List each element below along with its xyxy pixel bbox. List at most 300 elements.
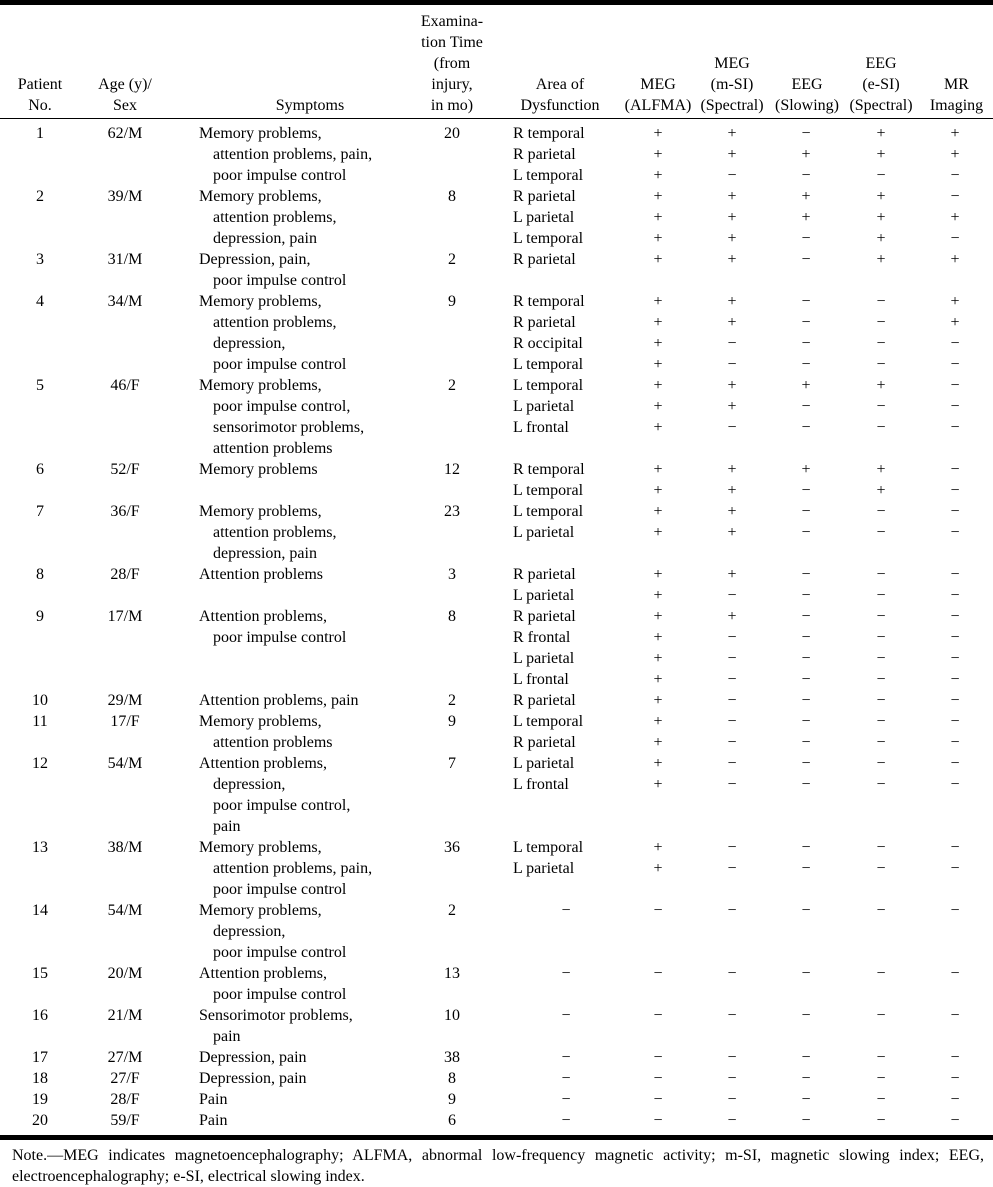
eeg-slowing-value: − (801, 503, 811, 520)
patient-number: 7 (36, 503, 44, 520)
meg-alfma-value: + (653, 230, 663, 247)
eeg-slowing-value: + (801, 377, 811, 394)
examination-time: 2 (448, 251, 456, 268)
area-of-dysfunction: L frontal (513, 776, 569, 793)
meg-alfma-value: + (653, 356, 663, 373)
eeg-slowing-value: − (801, 755, 811, 772)
header-patient-no: Patient No. (17, 76, 63, 114)
eeg-esi-value: + (876, 377, 886, 394)
eeg-esi-value: − (876, 1007, 886, 1024)
symptom-line: Memory problems, (199, 503, 322, 520)
area-of-dysfunction: R temporal (513, 461, 585, 478)
patient-number: 11 (32, 713, 48, 730)
area-of-dysfunction: R parietal (513, 566, 576, 583)
meg-alfma-value: + (653, 293, 663, 310)
area-of-dysfunction: L parietal (513, 650, 575, 667)
age-sex: 54/M (107, 902, 143, 919)
mr-imaging-value: − (950, 188, 960, 205)
header-area: Area of Dysfunction (520, 76, 600, 114)
meg-msi-value: + (727, 293, 737, 310)
eeg-esi-value: + (876, 461, 886, 478)
age-sex: 28/F (110, 566, 140, 583)
mr-imaging-value: − (950, 1070, 960, 1087)
meg-alfma-value: + (653, 566, 663, 583)
eeg-slowing-value: − (801, 965, 811, 982)
symptom-line: Attention problems, (199, 965, 327, 982)
meg-msi-value: − (727, 1070, 737, 1087)
age-sex: 31/M (107, 251, 143, 268)
meg-alfma-value: + (653, 608, 663, 625)
age-sex: 34/M (107, 293, 143, 310)
eeg-esi-value: − (876, 902, 886, 919)
eeg-esi-value: − (876, 650, 886, 667)
symptom-line: poor impulse control (213, 986, 347, 1003)
mr-imaging-value: − (950, 230, 960, 247)
eeg-esi-value: − (876, 692, 886, 709)
mr-imaging-value: − (950, 692, 960, 709)
examination-time: 12 (444, 461, 460, 478)
eeg-esi-value: + (876, 482, 886, 499)
eeg-slowing-value: − (801, 293, 811, 310)
area-of-dysfunction: − (561, 1007, 571, 1024)
table-top-rule (0, 0, 993, 5)
examination-time: 13 (444, 965, 460, 982)
meg-alfma-value: − (653, 1049, 663, 1066)
eeg-slowing-value: − (801, 566, 811, 583)
age-sex: 17/F (110, 713, 140, 730)
symptom-line: Memory problems, (199, 125, 322, 142)
meg-msi-value: + (727, 503, 737, 520)
mr-imaging-value: − (950, 587, 960, 604)
eeg-slowing-value: − (801, 356, 811, 373)
eeg-slowing-value: − (801, 524, 811, 541)
mr-imaging-value: − (950, 755, 960, 772)
symptom-line: poor impulse control (213, 881, 347, 898)
eeg-slowing-value: − (801, 587, 811, 604)
symptom-line: Memory problems, (199, 713, 322, 730)
symptom-line: poor impulse control, (213, 398, 351, 415)
meg-msi-value: − (727, 1112, 737, 1129)
eeg-slowing-value: − (801, 251, 811, 268)
meg-alfma-value: + (653, 209, 663, 226)
examination-time: 23 (444, 503, 460, 520)
meg-alfma-value: + (653, 839, 663, 856)
eeg-esi-value: − (876, 671, 886, 688)
eeg-esi-value: − (876, 1091, 886, 1108)
meg-alfma-value: + (653, 377, 663, 394)
meg-msi-value: + (727, 377, 737, 394)
area-of-dysfunction: R parietal (513, 314, 576, 331)
meg-msi-value: − (727, 167, 737, 184)
area-of-dysfunction: L parietal (513, 755, 575, 772)
eeg-slowing-value: − (801, 776, 811, 793)
symptom-line: attention problems, pain, (213, 860, 373, 877)
eeg-esi-value: − (876, 629, 886, 646)
mr-imaging-value: − (950, 734, 960, 751)
mr-imaging-value: − (950, 965, 960, 982)
eeg-esi-value: − (876, 965, 886, 982)
area-of-dysfunction: − (561, 902, 571, 919)
eeg-slowing-value: + (801, 188, 811, 205)
symptom-line: depression, (213, 923, 286, 940)
eeg-slowing-value: − (801, 713, 811, 730)
meg-msi-value: + (727, 482, 737, 499)
area-of-dysfunction: L temporal (513, 839, 584, 856)
symptom-line: Attention problems (199, 566, 323, 583)
symptom-line: Attention problems, pain (199, 692, 359, 709)
symptom-line: Pain (199, 1091, 228, 1108)
symptom-line: Memory problems, (199, 377, 322, 394)
mr-imaging-value: − (950, 650, 960, 667)
area-of-dysfunction: R parietal (513, 734, 576, 751)
age-sex: 38/M (107, 839, 143, 856)
eeg-slowing-value: − (801, 230, 811, 247)
age-sex: 39/M (107, 188, 143, 205)
patient-number: 10 (32, 692, 48, 709)
examination-time: 9 (448, 293, 456, 310)
examination-time: 8 (448, 188, 456, 205)
meg-alfma-value: + (653, 146, 663, 163)
meg-msi-value: + (727, 209, 737, 226)
patient-number: 2 (36, 188, 44, 205)
age-sex: 21/M (107, 1007, 143, 1024)
symptom-line: pain (213, 818, 241, 835)
meg-msi-value: − (727, 902, 737, 919)
meg-alfma-value: + (653, 503, 663, 520)
meg-msi-value: − (727, 1091, 737, 1108)
area-of-dysfunction: L frontal (513, 419, 569, 436)
meg-msi-value: − (727, 839, 737, 856)
examination-time: 6 (448, 1112, 456, 1129)
symptom-line: depression, (213, 776, 286, 793)
meg-alfma-value: + (653, 167, 663, 184)
patient-number: 6 (36, 461, 44, 478)
patient-number: 1 (36, 125, 44, 142)
eeg-slowing-value: − (801, 650, 811, 667)
meg-alfma-value: + (653, 251, 663, 268)
symptom-line: poor impulse control (213, 356, 347, 373)
eeg-esi-value: − (876, 356, 886, 373)
eeg-esi-value: − (876, 1049, 886, 1066)
patient-number: 4 (36, 293, 44, 310)
eeg-esi-value: + (876, 188, 886, 205)
meg-msi-value: − (727, 1007, 737, 1024)
symptom-line: Sensorimotor problems, (199, 1007, 353, 1024)
meg-alfma-value: − (653, 965, 663, 982)
mr-imaging-value: − (950, 608, 960, 625)
area-of-dysfunction: R parietal (513, 251, 576, 268)
area-of-dysfunction: R parietal (513, 608, 576, 625)
mr-imaging-value: + (950, 293, 960, 310)
eeg-esi-value: − (876, 398, 886, 415)
meg-alfma-value: + (653, 314, 663, 331)
area-of-dysfunction: L temporal (513, 230, 584, 247)
meg-msi-value: + (727, 125, 737, 142)
area-of-dysfunction: R temporal (513, 125, 585, 142)
mr-imaging-value: − (950, 524, 960, 541)
eeg-esi-value: − (876, 293, 886, 310)
mr-imaging-value: − (950, 566, 960, 583)
meg-msi-value: + (727, 461, 737, 478)
meg-msi-value: + (727, 251, 737, 268)
symptom-line: depression, pain (213, 545, 317, 562)
mr-imaging-value: − (950, 482, 960, 499)
area-of-dysfunction: L frontal (513, 671, 569, 688)
eeg-slowing-value: − (801, 167, 811, 184)
patient-number: 9 (36, 608, 44, 625)
mr-imaging-value: − (950, 167, 960, 184)
symptom-line: poor impulse control (213, 272, 347, 289)
meg-msi-value: + (727, 314, 737, 331)
eeg-slowing-value: − (801, 398, 811, 415)
examination-time: 2 (448, 902, 456, 919)
eeg-slowing-value: − (801, 860, 811, 877)
symptom-line: attention problems (213, 734, 333, 751)
meg-alfma-value: − (653, 902, 663, 919)
meg-msi-value: − (727, 692, 737, 709)
eeg-esi-value: − (876, 167, 886, 184)
eeg-slowing-value: − (801, 692, 811, 709)
examination-time: 9 (448, 1091, 456, 1108)
symptom-line: attention problems (213, 440, 333, 457)
eeg-slowing-value: − (801, 671, 811, 688)
meg-alfma-value: + (653, 713, 663, 730)
symptom-line: Depression, pain, (199, 251, 311, 268)
header-rule (0, 118, 993, 119)
symptom-line: depression, (213, 335, 286, 352)
eeg-slowing-value: + (801, 209, 811, 226)
eeg-slowing-value: + (801, 146, 811, 163)
eeg-esi-value: − (876, 419, 886, 436)
area-of-dysfunction: R occipital (513, 335, 583, 352)
eeg-slowing-value: − (801, 335, 811, 352)
header-age-sex: Age (y)/ Sex (98, 76, 152, 114)
age-sex: 27/F (110, 1070, 140, 1087)
mr-imaging-value: + (950, 209, 960, 226)
patient-number: 17 (32, 1049, 48, 1066)
meg-alfma-value: − (653, 1070, 663, 1087)
examination-time: 3 (448, 566, 456, 583)
meg-alfma-value: + (653, 650, 663, 667)
meg-alfma-value: + (653, 671, 663, 688)
eeg-esi-value: − (876, 587, 886, 604)
mr-imaging-value: + (950, 125, 960, 142)
symptom-line: Memory problems, (199, 188, 322, 205)
mr-imaging-value: + (950, 251, 960, 268)
mr-imaging-value: − (950, 419, 960, 436)
eeg-slowing-value: − (801, 1112, 811, 1129)
area-of-dysfunction: − (561, 1049, 571, 1066)
eeg-slowing-value: − (801, 1007, 811, 1024)
meg-alfma-value: + (653, 419, 663, 436)
examination-time: 10 (444, 1007, 460, 1024)
meg-alfma-value: + (653, 125, 663, 142)
meg-msi-value: − (727, 419, 737, 436)
eeg-slowing-value: − (801, 1070, 811, 1087)
patient-number: 5 (36, 377, 44, 394)
symptom-line: depression, pain (213, 230, 317, 247)
age-sex: 27/M (107, 1049, 143, 1066)
patient-number: 19 (32, 1091, 48, 1108)
eeg-esi-value: − (876, 566, 886, 583)
eeg-esi-value: − (876, 1112, 886, 1129)
meg-alfma-value: − (653, 1091, 663, 1108)
area-of-dysfunction: L parietal (513, 524, 575, 541)
meg-alfma-value: + (653, 398, 663, 415)
mr-imaging-value: − (950, 1112, 960, 1129)
age-sex: 54/M (107, 755, 143, 772)
eeg-esi-value: − (876, 608, 886, 625)
area-of-dysfunction: R frontal (513, 629, 571, 646)
eeg-slowing-value: − (801, 482, 811, 499)
header-mr-imaging: MR Imaging (929, 76, 984, 114)
meg-alfma-value: + (653, 188, 663, 205)
area-of-dysfunction: R parietal (513, 188, 576, 205)
patient-number: 18 (32, 1070, 48, 1087)
symptom-line: sensorimotor problems, (213, 419, 365, 436)
area-of-dysfunction: − (561, 1070, 571, 1087)
header-meg-msi: MEG (m-SI) (Spectral) (700, 55, 764, 114)
eeg-slowing-value: − (801, 608, 811, 625)
age-sex: 29/M (107, 692, 143, 709)
symptom-line: Attention problems, (199, 608, 327, 625)
area-of-dysfunction: L temporal (513, 713, 584, 730)
eeg-esi-value: + (876, 230, 886, 247)
age-sex: 62/M (107, 125, 143, 142)
area-of-dysfunction: L temporal (513, 167, 584, 184)
mr-imaging-value: − (950, 1007, 960, 1024)
mr-imaging-value: − (950, 839, 960, 856)
meg-alfma-value: + (653, 587, 663, 604)
table-bottom-rule (0, 1135, 993, 1140)
meg-msi-value: + (727, 524, 737, 541)
meg-msi-value: − (727, 671, 737, 688)
mr-imaging-value: − (950, 503, 960, 520)
symptom-line: Pain (199, 1112, 228, 1129)
examination-time: 9 (448, 713, 456, 730)
age-sex: 59/F (110, 1112, 140, 1129)
header-symptoms: Symptoms (275, 97, 345, 114)
eeg-esi-value: − (876, 314, 886, 331)
header-meg-alfma: MEG (ALFMA) (624, 76, 692, 114)
eeg-esi-value: − (876, 1070, 886, 1087)
symptom-line: poor impulse control, (213, 797, 351, 814)
meg-alfma-value: + (653, 776, 663, 793)
header-exam-time: Examina- tion Time (from injury, in mo) (420, 13, 484, 114)
examination-time: 38 (444, 1049, 460, 1066)
examination-time: 7 (448, 755, 456, 772)
meg-alfma-value: + (653, 734, 663, 751)
patient-number: 20 (32, 1112, 48, 1129)
mr-imaging-value: − (950, 398, 960, 415)
eeg-esi-value: − (876, 335, 886, 352)
eeg-esi-value: − (876, 713, 886, 730)
meg-msi-value: − (727, 755, 737, 772)
mr-imaging-value: − (950, 860, 960, 877)
meg-msi-value: + (727, 188, 737, 205)
symptom-line: pain (213, 1028, 241, 1045)
patient-number: 16 (32, 1007, 48, 1024)
area-of-dysfunction: L temporal (513, 503, 584, 520)
eeg-esi-value: − (876, 776, 886, 793)
meg-alfma-value: + (653, 461, 663, 478)
meg-msi-value: − (727, 1049, 737, 1066)
area-of-dysfunction: L parietal (513, 860, 575, 877)
area-of-dysfunction: L temporal (513, 482, 584, 499)
symptom-line: Memory problems, (199, 293, 322, 310)
mr-imaging-value: − (950, 713, 960, 730)
age-sex: 46/F (110, 377, 140, 394)
mr-imaging-value: − (950, 1049, 960, 1066)
symptom-line: Memory problems, (199, 902, 322, 919)
meg-msi-value: + (727, 146, 737, 163)
eeg-slowing-value: − (801, 629, 811, 646)
patient-number: 13 (32, 839, 48, 856)
eeg-esi-value: − (876, 524, 886, 541)
age-sex: 52/F (110, 461, 140, 478)
meg-alfma-value: + (653, 629, 663, 646)
meg-msi-value: − (727, 776, 737, 793)
area-of-dysfunction: R parietal (513, 146, 576, 163)
examination-time: 36 (444, 839, 460, 856)
examination-time: 2 (448, 377, 456, 394)
meg-msi-value: − (727, 587, 737, 604)
eeg-slowing-value: − (801, 419, 811, 436)
symptom-line: poor impulse control (213, 629, 347, 646)
mr-imaging-value: − (950, 335, 960, 352)
eeg-slowing-value: − (801, 839, 811, 856)
symptom-line: Depression, pain (199, 1049, 307, 1066)
symptom-line: Memory problems, (199, 839, 322, 856)
meg-msi-value: − (727, 335, 737, 352)
meg-msi-value: − (727, 965, 737, 982)
meg-alfma-value: + (653, 692, 663, 709)
mr-imaging-value: + (950, 146, 960, 163)
mr-imaging-value: − (950, 356, 960, 373)
meg-msi-value: + (727, 398, 737, 415)
area-of-dysfunction: L temporal (513, 377, 584, 394)
patient-number: 12 (32, 755, 48, 772)
meg-alfma-value: − (653, 1007, 663, 1024)
mr-imaging-value: − (950, 461, 960, 478)
meg-msi-value: + (727, 566, 737, 583)
area-of-dysfunction: L parietal (513, 209, 575, 226)
symptom-line: poor impulse control (213, 167, 347, 184)
meg-msi-value: − (727, 734, 737, 751)
eeg-esi-value: − (876, 503, 886, 520)
eeg-esi-value: − (876, 839, 886, 856)
meg-alfma-value: + (653, 482, 663, 499)
age-sex: 20/M (107, 965, 143, 982)
area-of-dysfunction: − (561, 1091, 571, 1108)
symptom-line: Depression, pain (199, 1070, 307, 1087)
examination-time: 20 (444, 125, 460, 142)
symptom-line: attention problems, (213, 314, 337, 331)
eeg-slowing-value: − (801, 902, 811, 919)
meg-msi-value: − (727, 650, 737, 667)
meg-alfma-value: + (653, 755, 663, 772)
mr-imaging-value: − (950, 377, 960, 394)
eeg-esi-value: − (876, 755, 886, 772)
eeg-slowing-value: − (801, 314, 811, 331)
symptom-line: Memory problems (199, 461, 318, 478)
header-eeg-slowing: EEG (Slowing) (775, 76, 839, 114)
mr-imaging-value: − (950, 671, 960, 688)
eeg-slowing-value: − (801, 1091, 811, 1108)
mr-imaging-value: − (950, 776, 960, 793)
mr-imaging-value: − (950, 1091, 960, 1108)
eeg-esi-value: − (876, 860, 886, 877)
